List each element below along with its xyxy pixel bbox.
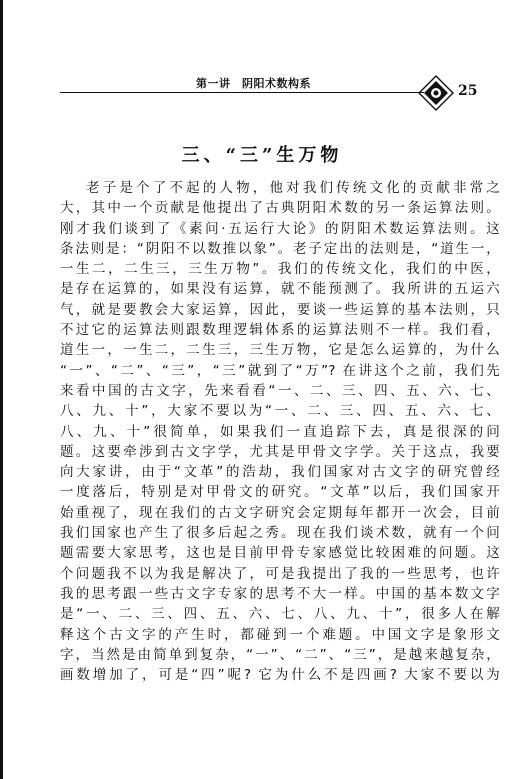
text-line: 刚才我们谈到了《素问·五运行大论》的阴阳术数运算法则。这 — [60, 220, 500, 237]
text-line: 向大家讲，由于“文革”的浩劫，我们国家对古文字的研究曾经 — [60, 464, 500, 481]
text-line: 是存在运算的，如果没有运算，就不能预测了。我所讲的五运六 — [60, 281, 500, 298]
page-edge-bar — [0, 0, 3, 779]
text-line: 释这个古文字的产生时，都碰到一个难题。中国文字是象形文 — [60, 626, 500, 643]
text-line: 不过它的运算法则跟数理逻辑体系的运算法则不一样。我们看， — [60, 322, 500, 339]
text-line: 我的思考跟一些古文字专家的思考不大一样。中国的基本数文字 — [60, 585, 500, 602]
page-number: 25 — [458, 83, 478, 99]
text-line: 道生一，一生二，二生三，三生万物，它是怎么运算的，为什么 — [60, 342, 500, 359]
text-line: 八、九、十”很简单，如果我们一直追踪下去，真是很深的问 — [60, 423, 500, 440]
text-line: 大，其中一个贡献是他提出了古典阴阳术数的另一条运算法则。 — [60, 200, 500, 217]
section-title: 三、“三”生万物 — [181, 145, 343, 166]
text-line: 条法则是：“阴阳不以数推以象”。老子定出的法则是，“道生一， — [60, 240, 500, 257]
text-line: 是“一、二、三、四、五、六、七、八、九、十”，很多人在解 — [60, 606, 500, 623]
text-line: “一”、“二”、“三”，“三”就到了“万”? 在讲这个之前，我们先 — [60, 362, 500, 379]
text-line: 来看中国的古文字，先来看看“一、二、三、四、五、六、七、 — [60, 382, 500, 399]
text-line: 个问题我不以为我是解决了，可是我提出了我的一些思考，也许 — [60, 565, 500, 582]
text-line: 题需要大家思考，这也是目前甲骨专家感觉比较困难的问题。这 — [60, 545, 500, 562]
text-line: 题。这要牵涉到古文字学，尤其是甲骨文字学。关于这点，我要 — [60, 443, 500, 460]
text-line: 一生二，二生三，三生万物”。我们的传统文化，我们的中医， — [60, 261, 500, 278]
text-line: 八、九、十”，大家不要以为“一、二、三、四、五、六、七、 — [60, 403, 500, 420]
text-line: 字，当然是由简单到复杂，“一”、“二”、“三”，是越来越复杂， — [60, 646, 500, 663]
body-text — [60, 178, 500, 685]
text-line: 老子是个了不起的人物，他对我们传统文化的贡献非常之 — [86, 180, 500, 196]
ornament-icon — [418, 75, 454, 111]
text-line: 我们国家也产生了很多后起之秀。现在我们谈术数，就有一个问 — [60, 525, 500, 542]
text-line: 一度落后，特别是对甲骨文的研究。“文革”以后，我们国家开 — [60, 484, 500, 501]
text-line: 始重视了，现在我们的古文字研究会定期每年都开一次会，目前 — [60, 504, 500, 521]
text-line: 画数增加了，可是“四”呢? 它为什么不是四画? 大家不要以为 — [60, 667, 500, 684]
header-rule — [60, 92, 424, 93]
text-line: 气，就是要教会大家运算，因此，要谈一些运算的基本法则，只 — [60, 301, 500, 318]
running-header-title: 第一讲 阴阳术数构系 — [196, 77, 311, 90]
